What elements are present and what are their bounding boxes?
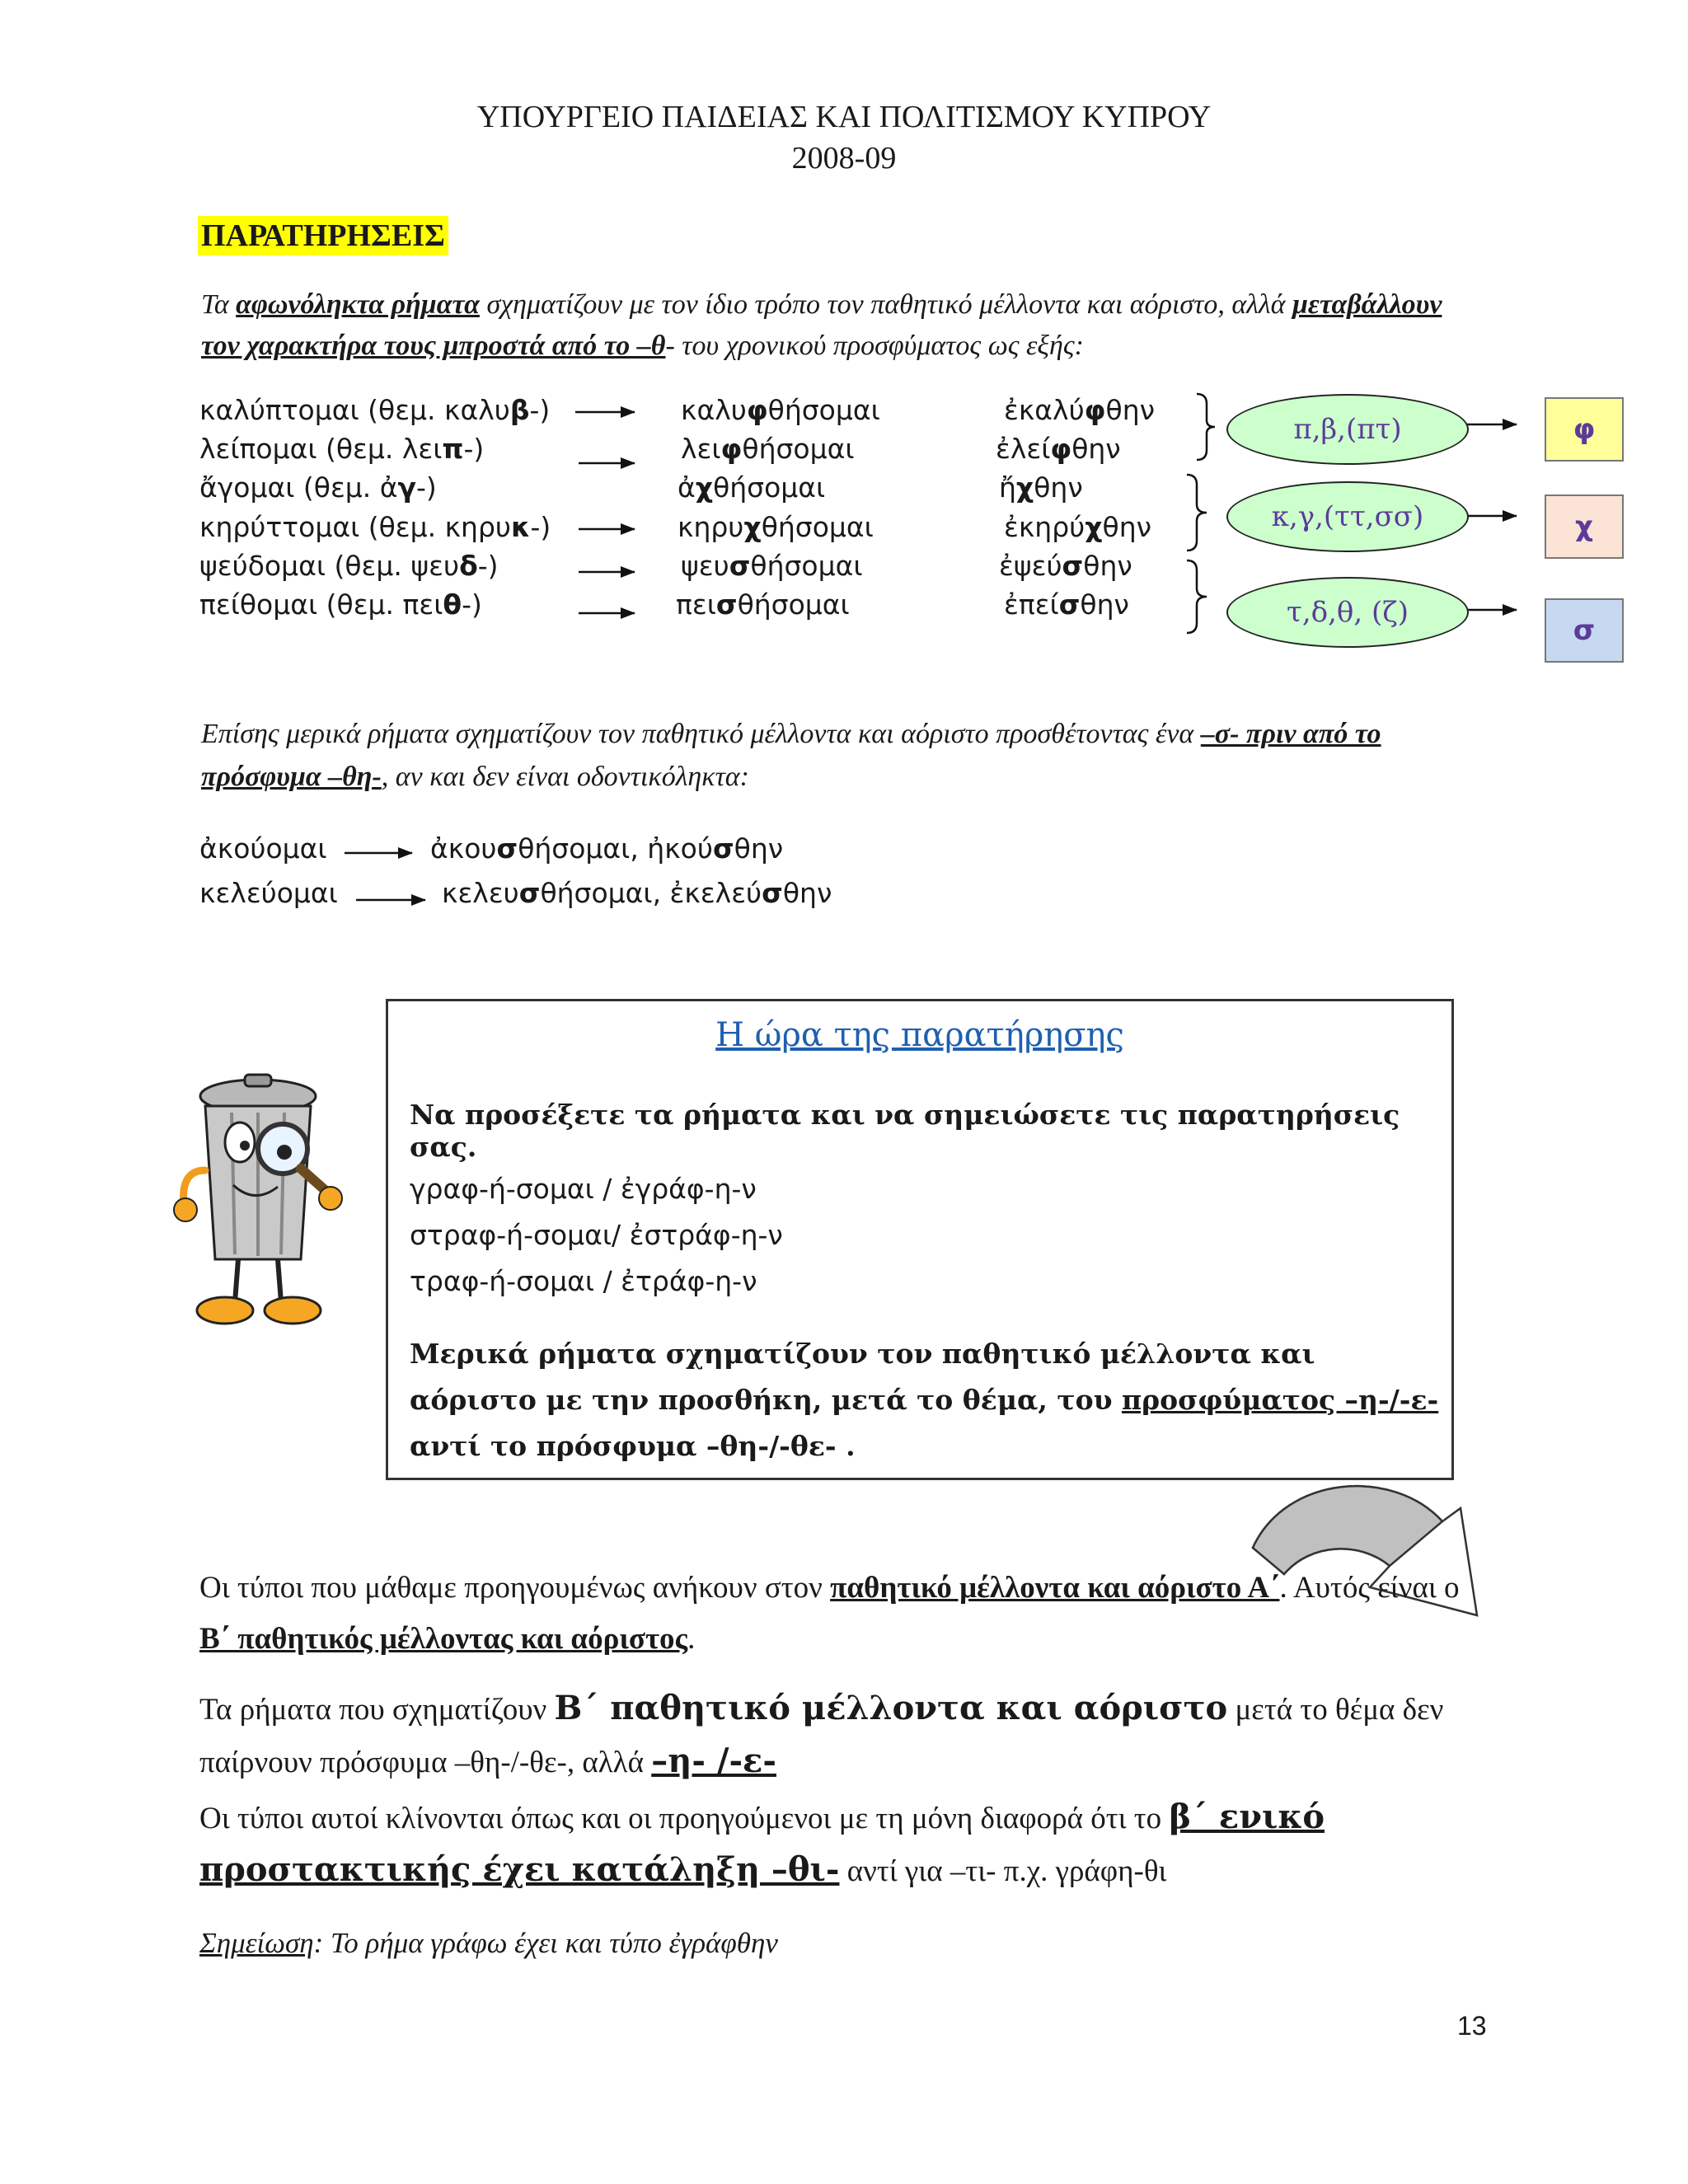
verb-present: καλύπτομαι (θεμ. καλυβ-) [199, 394, 551, 426]
group-bubble: τ,δ,θ, (ζ) [1226, 577, 1469, 648]
paragraph-b-passive: Οι τύποι που μάθαμε προηγουμένως ανήκουν στον παθητικό μέλλοντα και αόριστο Α΄. Αυτός είναι ο Β΄ παθητικός μέλλοντας και αόριστος. [199, 1571, 1460, 1656]
term-aphonolikta: αφωνόληκτα ρήματα [236, 289, 480, 320]
page-number: 13 [1457, 2011, 1487, 2041]
verb-aorist: ἤχθην [999, 471, 1083, 504]
section-title: ΠΑΡΑΤΗΡΗΣΕΙΣ [198, 216, 448, 255]
observation-form: στραφ-ή-σομαι/ ἐστράφ-η-ν [410, 1219, 783, 1251]
example-base: ἀκούομαι [199, 832, 327, 865]
group-bubble: π,β,(πτ) [1226, 394, 1469, 465]
verb-future: λειφθήσομαι [681, 433, 855, 465]
verb-future: κηρυχθήσομαι [678, 511, 874, 543]
group-arrow [1467, 424, 1517, 610]
observation-instruction: Να προσέξετε τα ρήματα και να σημειώσετε τις παρατηρήσεις σας. [410, 1099, 1400, 1163]
example-base: κελεύομαι [199, 877, 338, 909]
verb-future: πεισθήσομαι [676, 588, 850, 621]
observation-form: τραφ-ή-σομαι / ἐτράφ-η-ν [410, 1265, 757, 1297]
intro-paragraph: Τα αφωνόληκτα ρήματα σχηματίζουν με τον ίδιο τρόπο τον παθητικό μέλλοντα και αόριστο, αλλά μεταβάλλουν τον χαρακτήρα τους μπροστά από το –θ- του χρονικού προσφύματος ως εξής: [201, 289, 1442, 361]
verb-future: καλυφθήσομαι [681, 394, 880, 426]
observation-box [386, 999, 1454, 1480]
observation-conclusion: Μερικά ρήματα σχηματίζουν τον παθητικό μέλλοντα και αόριστο με την προσθήκη, μετά το θέμα, του προσφύματος –η-/-ε- αντί το πρόσφυμα –θη-/-θε- . [410, 1338, 1439, 1462]
verb-present: ἄγομαι (θεμ. ἀγ-) [199, 471, 437, 504]
rule-change: μεταβάλλουν τον χαρακτήρα τους μπροστά από το –θ [201, 289, 1442, 361]
trash-can-mascot-icon [169, 1063, 367, 1335]
verb-arrow [345, 412, 635, 900]
footnote-label: Σημείωση [199, 1927, 314, 1959]
verb-future: ψευσθήσομαι [681, 550, 863, 582]
verb-aorist: ἐψεύσθην [999, 550, 1132, 582]
observation-form: γραφ-ή-σομαι / ἐγράφ-η-ν [410, 1173, 757, 1205]
verb-present: πείθομαι (θεμ. πειθ-) [199, 588, 482, 621]
group-bubble: κ,γ,(ττ,σσ) [1226, 481, 1469, 552]
verb-aorist: ἐκηρύχθην [1004, 511, 1152, 543]
result-letter: σ [1545, 598, 1624, 663]
paragraph-b-formation: Τα ρήματα που σχηματίζουν Β΄ παθητικό μέλλοντα και αόριστο μετά το θέμα δεν παίρνουν πρόσφυμα –θη-/-θε-, αλλά –η- /-ε- [199, 1689, 1444, 1780]
also-paragraph: Επίσης μερικά ρήματα σχηματίζουν τον παθητικό μέλλοντα και αόριστο προσθέτοντας ένα –σ- πριν από το πρόσφυμα –θη-, αν και δεν είναι οδοντικόληκτα: [201, 719, 1381, 792]
paragraph-imperative: Οι τύποι αυτοί κλίνονται όπως και οι προηγούμενοι με τη μόνη διαφορά ότι το β΄ ενικό προστακτικής έχει κατάληξη –θι- αντί για –τι- π.χ. γράφη-θι [199, 1797, 1325, 1889]
verb-aorist: ἐλείφθην [996, 433, 1121, 465]
verb-aorist: ἐκαλύφθην [1004, 394, 1156, 426]
verb-future: ἀχθήσομαι [678, 471, 826, 504]
verb-present: κηρύττομαι (θεμ. κηρυκ-) [199, 511, 551, 543]
verb-aorist: ἐπείσθην [1004, 588, 1129, 621]
result-letter: φ [1545, 397, 1624, 462]
footnote: Σημείωση: Το ρήμα γράφω έχει και τύπο ἐγράφθην [199, 1927, 778, 1959]
example-forms: ἀκουσθήσομαι, ἠκούσθην [430, 832, 784, 865]
ministry-header: ΥΠΟΥΡΓΕΙΟ ΠΑΙΔΕΙΑΣ ΚΑΙ ΠΟΛΙΤΙΣΜΟΥ ΚΥΠΡΟΥ [476, 100, 1212, 134]
observation-title: Η ώρα της παρατήρησης [715, 1016, 1124, 1054]
school-year: 2008-09 [791, 141, 897, 176]
verb-present: λείπομαι (θεμ. λειπ-) [199, 433, 485, 465]
example-forms: κελευσθήσομαι, ἐκελεύσθην [442, 877, 832, 909]
result-letter: χ [1545, 494, 1624, 559]
verb-present: ψεύδομαι (θεμ. ψευδ-) [199, 550, 499, 582]
rule-sigma: –σ- πριν από το πρόσφυμα –θη- [201, 719, 1381, 792]
brace [1187, 394, 1215, 633]
